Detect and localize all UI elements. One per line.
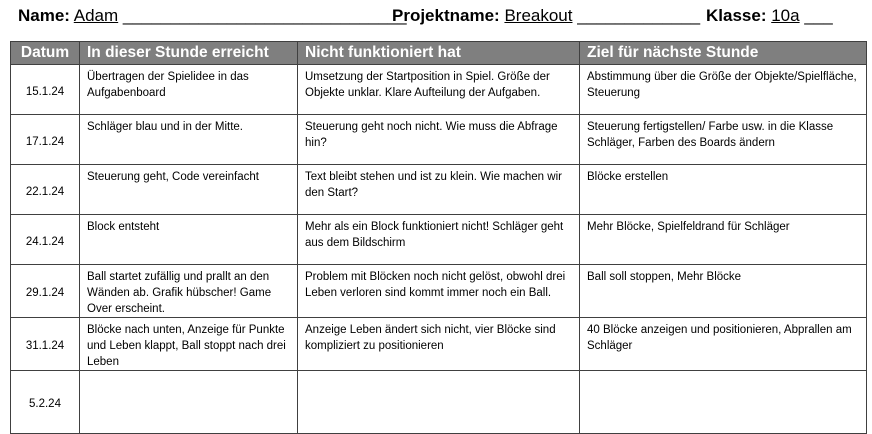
date-cell: 24.1.24 <box>11 215 80 265</box>
next-goal-cell: Ball soll stoppen, Mehr Blöcke <box>580 265 867 318</box>
date-cell: 15.1.24 <box>11 65 80 115</box>
column-header-next-goal: Ziel für nächste Stunde <box>580 42 867 65</box>
name-field <box>18 6 407 26</box>
next-goal-cell: Mehr Blöcke, Spielfeldrand für Schläger <box>580 215 867 265</box>
project-value: Breakout <box>504 6 573 25</box>
column-header-not-working: Nicht funktioniert hat <box>298 42 580 65</box>
not-working-cell: Anzeige Leben ändert sich nicht, vier Blöcke sind kompliziert zu positionieren <box>298 318 580 371</box>
date-cell: 31.1.24 <box>11 318 80 371</box>
table-row <box>11 265 867 318</box>
not-working-cell: Steuerung geht noch nicht. Wie muss die Abfrage hin? <box>298 115 580 165</box>
table-row <box>11 318 867 371</box>
next-goal-cell <box>580 371 867 434</box>
name-value: Adam <box>73 6 119 25</box>
achieved-cell: Ball startet zufällig und prallt an den Wänden ab. Grafik hübscher! Game Over erscheint. <box>80 265 298 318</box>
not-working-cell: Problem mit Blöcken noch nicht gelöst, obwohl drei Leben verloren sind kommt immer noch ein Ball. <box>298 265 580 318</box>
achieved-cell <box>80 371 298 434</box>
form-header <box>18 4 858 30</box>
class-label: Klasse: <box>706 6 767 25</box>
table-header-row <box>11 42 867 65</box>
next-goal-cell: Steuerung fertigstellen/ Farbe usw. in die Klasse Schläger, Farben des Boards ändern <box>580 115 867 165</box>
progress-log-table <box>10 41 867 434</box>
class-blank-line: ___ <box>804 6 833 25</box>
column-header-date: Datum <box>11 42 80 65</box>
project-label: Projektname: <box>392 6 500 25</box>
achieved-cell: Block entsteht <box>80 215 298 265</box>
date-cell: 22.1.24 <box>11 165 80 215</box>
date-cell: 5.2.24 <box>11 371 80 434</box>
next-goal-cell: Blöcke erstellen <box>580 165 867 215</box>
achieved-cell: Übertragen der Spielidee in das Aufgabenboard <box>80 65 298 115</box>
not-working-cell <box>298 371 580 434</box>
not-working-cell: Mehr als ein Block funktioniert nicht! Schläger geht aus dem Bildschirm <box>298 215 580 265</box>
table-row <box>11 115 867 165</box>
name-blank-line: ______________________________ <box>122 6 407 25</box>
date-cell: 29.1.24 <box>11 265 80 318</box>
project-field <box>392 6 700 26</box>
next-goal-cell: Abstimmung über die Größe der Objekte/Spielfläche, Steuerung <box>580 65 867 115</box>
achieved-cell: Blöcke nach unten, Anzeige für Punkte und Leben klappt, Ball stoppt nach drei Leben <box>80 318 298 371</box>
date-cell: 17.1.24 <box>11 115 80 165</box>
project-blank-line: _____________ <box>577 6 701 25</box>
name-label: Name: <box>18 6 70 25</box>
table-row <box>11 165 867 215</box>
table-row <box>11 65 867 115</box>
table-row <box>11 371 867 434</box>
class-value: 10a <box>771 6 800 25</box>
not-working-cell: Text bleibt stehen und ist zu klein. Wie machen wir den Start? <box>298 165 580 215</box>
achieved-cell: Schläger blau und in der Mitte. <box>80 115 298 165</box>
class-field <box>706 6 833 26</box>
column-header-achieved: In dieser Stunde erreicht <box>80 42 298 65</box>
not-working-cell: Umsetzung der Startposition in Spiel. Größe der Objekte unklar. Klare Aufteilung der Aufgaben. <box>298 65 580 115</box>
achieved-cell: Steuerung geht, Code vereinfacht <box>80 165 298 215</box>
next-goal-cell: 40 Blöcke anzeigen und positionieren, Abprallen am Schläger <box>580 318 867 371</box>
table-row <box>11 215 867 265</box>
